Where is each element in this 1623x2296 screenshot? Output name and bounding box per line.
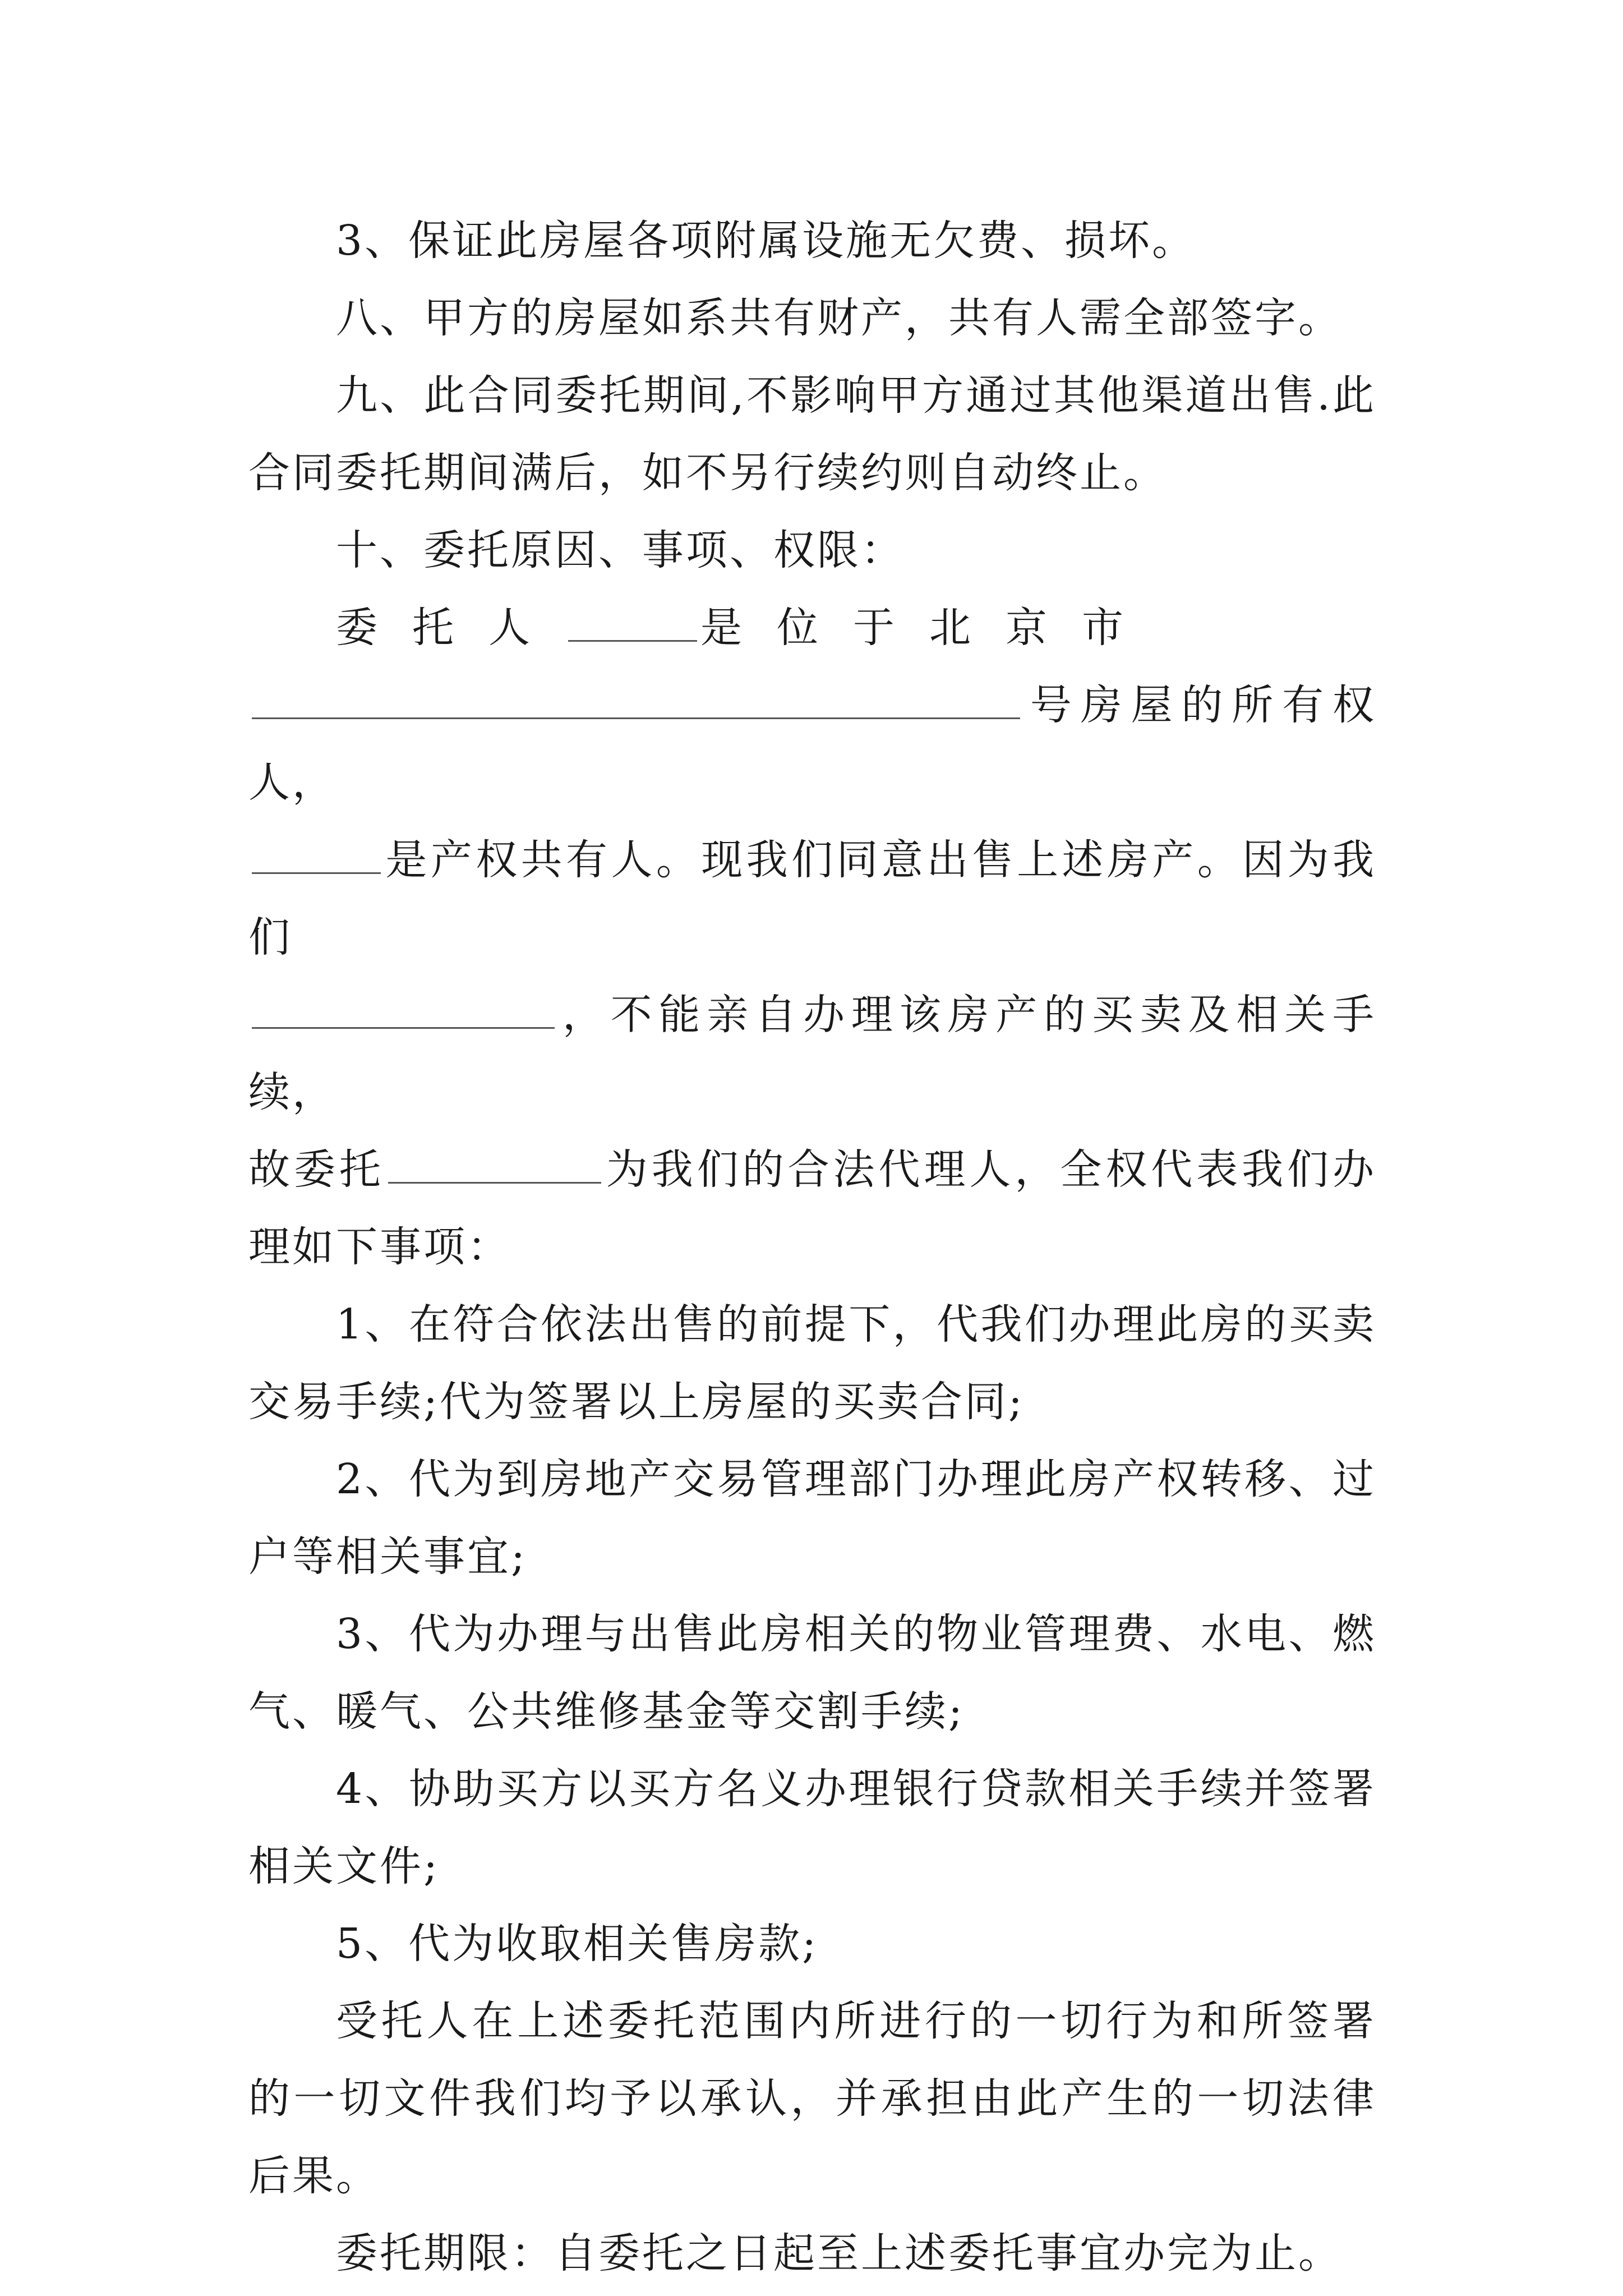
entrust-label: 故委托 bbox=[248, 1145, 385, 1194]
delegation-line-1 bbox=[248, 589, 1376, 666]
paragraph-item-5: 5、代为收取相关售房款; bbox=[336, 1920, 819, 1968]
paragraph-item-4: 4、协助买方以买方名义办理银行贷款相关手续并签署相关文件; bbox=[248, 1765, 1376, 1890]
delegator-name-blank bbox=[568, 601, 697, 642]
paragraph-guarantee-facilities: 3、保证此房屋各项附属设施无欠费、损坏。 bbox=[336, 217, 1196, 265]
document-body bbox=[248, 202, 1376, 2292]
delegation-line-2 bbox=[248, 666, 1376, 821]
paragraph-item-1: 1、在符合依法出售的前提下，代我们办理此房的买卖交易手续;代为签署以上房屋的买卖合同; bbox=[248, 1300, 1376, 1426]
paragraph-clause-10-heading: 十、委托原因、事项、权限： bbox=[336, 526, 905, 574]
paragraph-item-2: 2、代为到房地产交易管理部门办理此房产权转移、过户等相关事宜; bbox=[248, 1455, 1376, 1581]
paragraph-item-3: 3、代为办理与出售此房相关的物业管理费、水电、燃气、暖气、公共维修基金等交割手续; bbox=[248, 1610, 1376, 1736]
location-label: 是位于北京市 bbox=[700, 604, 1158, 652]
owner-text: 号房屋的所有权人， bbox=[248, 681, 1376, 807]
paragraph-term: 委托期限：自委托之日起至上述委托事宜办完为止。 bbox=[336, 2229, 1342, 2277]
agent-name-blank bbox=[388, 1143, 601, 1184]
co-owner-blank bbox=[252, 833, 381, 874]
paragraph-clause-9: 九、此合同委托期间,不影响甲方通过其他渠道出售.此合同委托期间满后，如不另行续约则自动终止。 bbox=[248, 371, 1376, 497]
delegation-line-3 bbox=[248, 821, 1376, 976]
agent-text: 为我们的合法代理人，全权代表我们办理如下事项： bbox=[248, 1145, 1377, 1271]
reason-text: ，不能亲自办理该房产的买卖及相关手续， bbox=[248, 991, 1376, 1116]
paragraph-acknowledgement: 受托人在上述委托范围内所进行的一切行为和所签署的一切文件我们均予以承认，并承担由此产生的一切法律后果。 bbox=[248, 1997, 1376, 2200]
co-owner-text: 是产权共有人。现我们同意出售上述房产。因为我们 bbox=[248, 836, 1376, 961]
address-blank bbox=[252, 678, 1020, 719]
paragraph-clause-8: 八、甲方的房屋如系共有财产，共有人需全部签字。 bbox=[336, 294, 1342, 342]
paragraph-delegation-statement bbox=[248, 589, 1376, 1286]
delegation-line-4 bbox=[248, 976, 1376, 1131]
delegation-line-5 bbox=[248, 1131, 1376, 1286]
delegator-label: 委托人 bbox=[336, 604, 565, 652]
reason-blank bbox=[252, 988, 555, 1029]
